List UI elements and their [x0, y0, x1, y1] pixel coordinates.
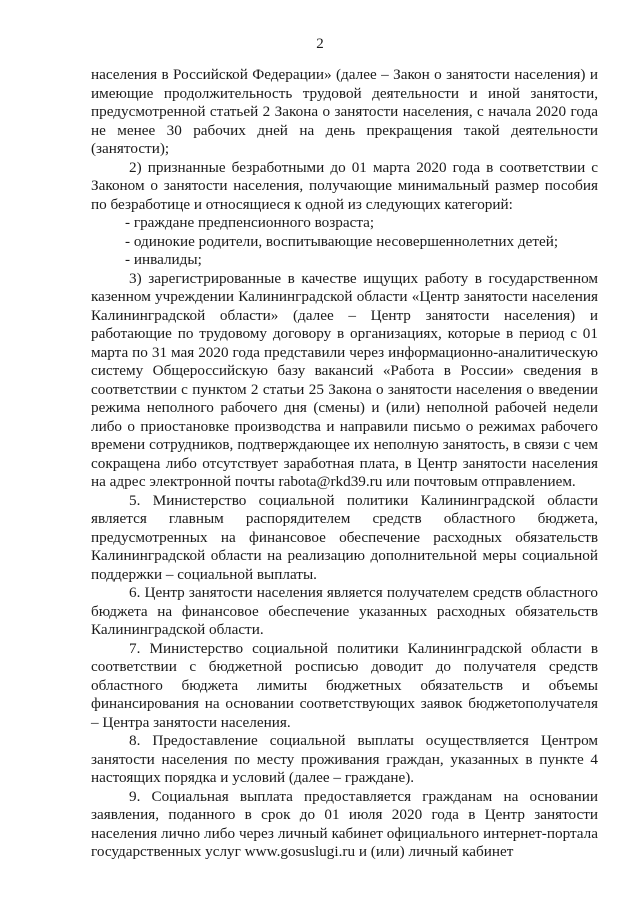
paragraph-clause-9: 9. Социальная выплата предоставляется гражданам на основании заявления, поданного в срок до 01 июля 2020 года в Центр занятости населения лично либо через личный кабинет официального интернет-портала государственных услуг www.gosuslugi.ru и (или) личный кабинет	[91, 787, 598, 860]
paragraph-item-3: 3) зарегистрированные в качестве ищущих работу в государственном казенном учреждении Калининградской области «Центр занятости населения Калининградской области» (далее – Центр занятости населения) и работающие по трудовому договору в организациях, которые в период с 01 марта по 31 мая 2020 года представили через информационно-аналитическую систему Общероссийскую базу вакансий «Работа в России» сведения в соответствии с пунктом 2 статьи 25 Закона о занятости населения о введении режима неполного рабочего дня (смены) и (или) неполной рабочей недели либо о приостановке производства и направили письмо о режимах рабочего времени сотрудников, подтверждающее их неполную занятость, в связи с чем сокращена либо отсутствует заработная плата, в Центр занятости населения на адрес электронной почты rabota@rkd39.ru или почтовым отправлением.	[91, 269, 598, 490]
page-number: 2	[316, 36, 324, 52]
document-body	[91, 66, 598, 862]
paragraph-clause-8: 8. Предоставление социальной выплаты осуществляется Центром занятости населения по месту проживания граждан, указанных в пункте 4 настоящих порядка и условий (далее – граждане).	[91, 732, 598, 786]
category-item-disabled: - инвалиды;	[125, 251, 202, 268]
paragraph-law-continuation: населения в Российской Федерации» (далее – Закон о занятости населения) и имеющие продолжительность трудовой деятельности и иной занятости, предусмотренной статьей 2 Закона о занятости населения, с начала 2020 года не менее 30 рабочих дней на день прекращения такой деятельности (занятости);	[91, 66, 598, 157]
category-item-preretirement: - граждане предпенсионного возраста;	[125, 214, 375, 231]
paragraph-clause-7: 7. Министерство социальной политики Калининградской области в соответствии с бюджетной росписью доводит до получателя средств областного бюджета лимиты бюджетных обязательств и объемы финансирования на основании соответствующих заявок бюджетополучателя – Центра занятости населения.	[91, 639, 598, 731]
category-item-single-parents: - одинокие родители, воспитывающие несовершеннолетних детей;	[125, 232, 559, 250]
paragraph-clause-5: 5. Министерство социальной политики Калининградской области является главным распорядителем средств областного бюджета, предусмотренных на финансовое обеспечение расходных обязательств Калининградской области на реализацию дополнительной меры социальной поддержки – социальной выплаты.	[91, 491, 598, 583]
paragraph-clause-6: 6. Центр занятости населения является получателем средств областного бюджета на финансовое обеспечение указанных расходных обязательств Калининградской области.	[91, 584, 598, 638]
paragraph-item-2: 2) признанные безработными до 01 марта 2020 года в соответствии с Законом о занятости населения, получающие минимальный размер пособия по безработице и относящиеся к одной из следующих категорий:	[91, 158, 598, 213]
